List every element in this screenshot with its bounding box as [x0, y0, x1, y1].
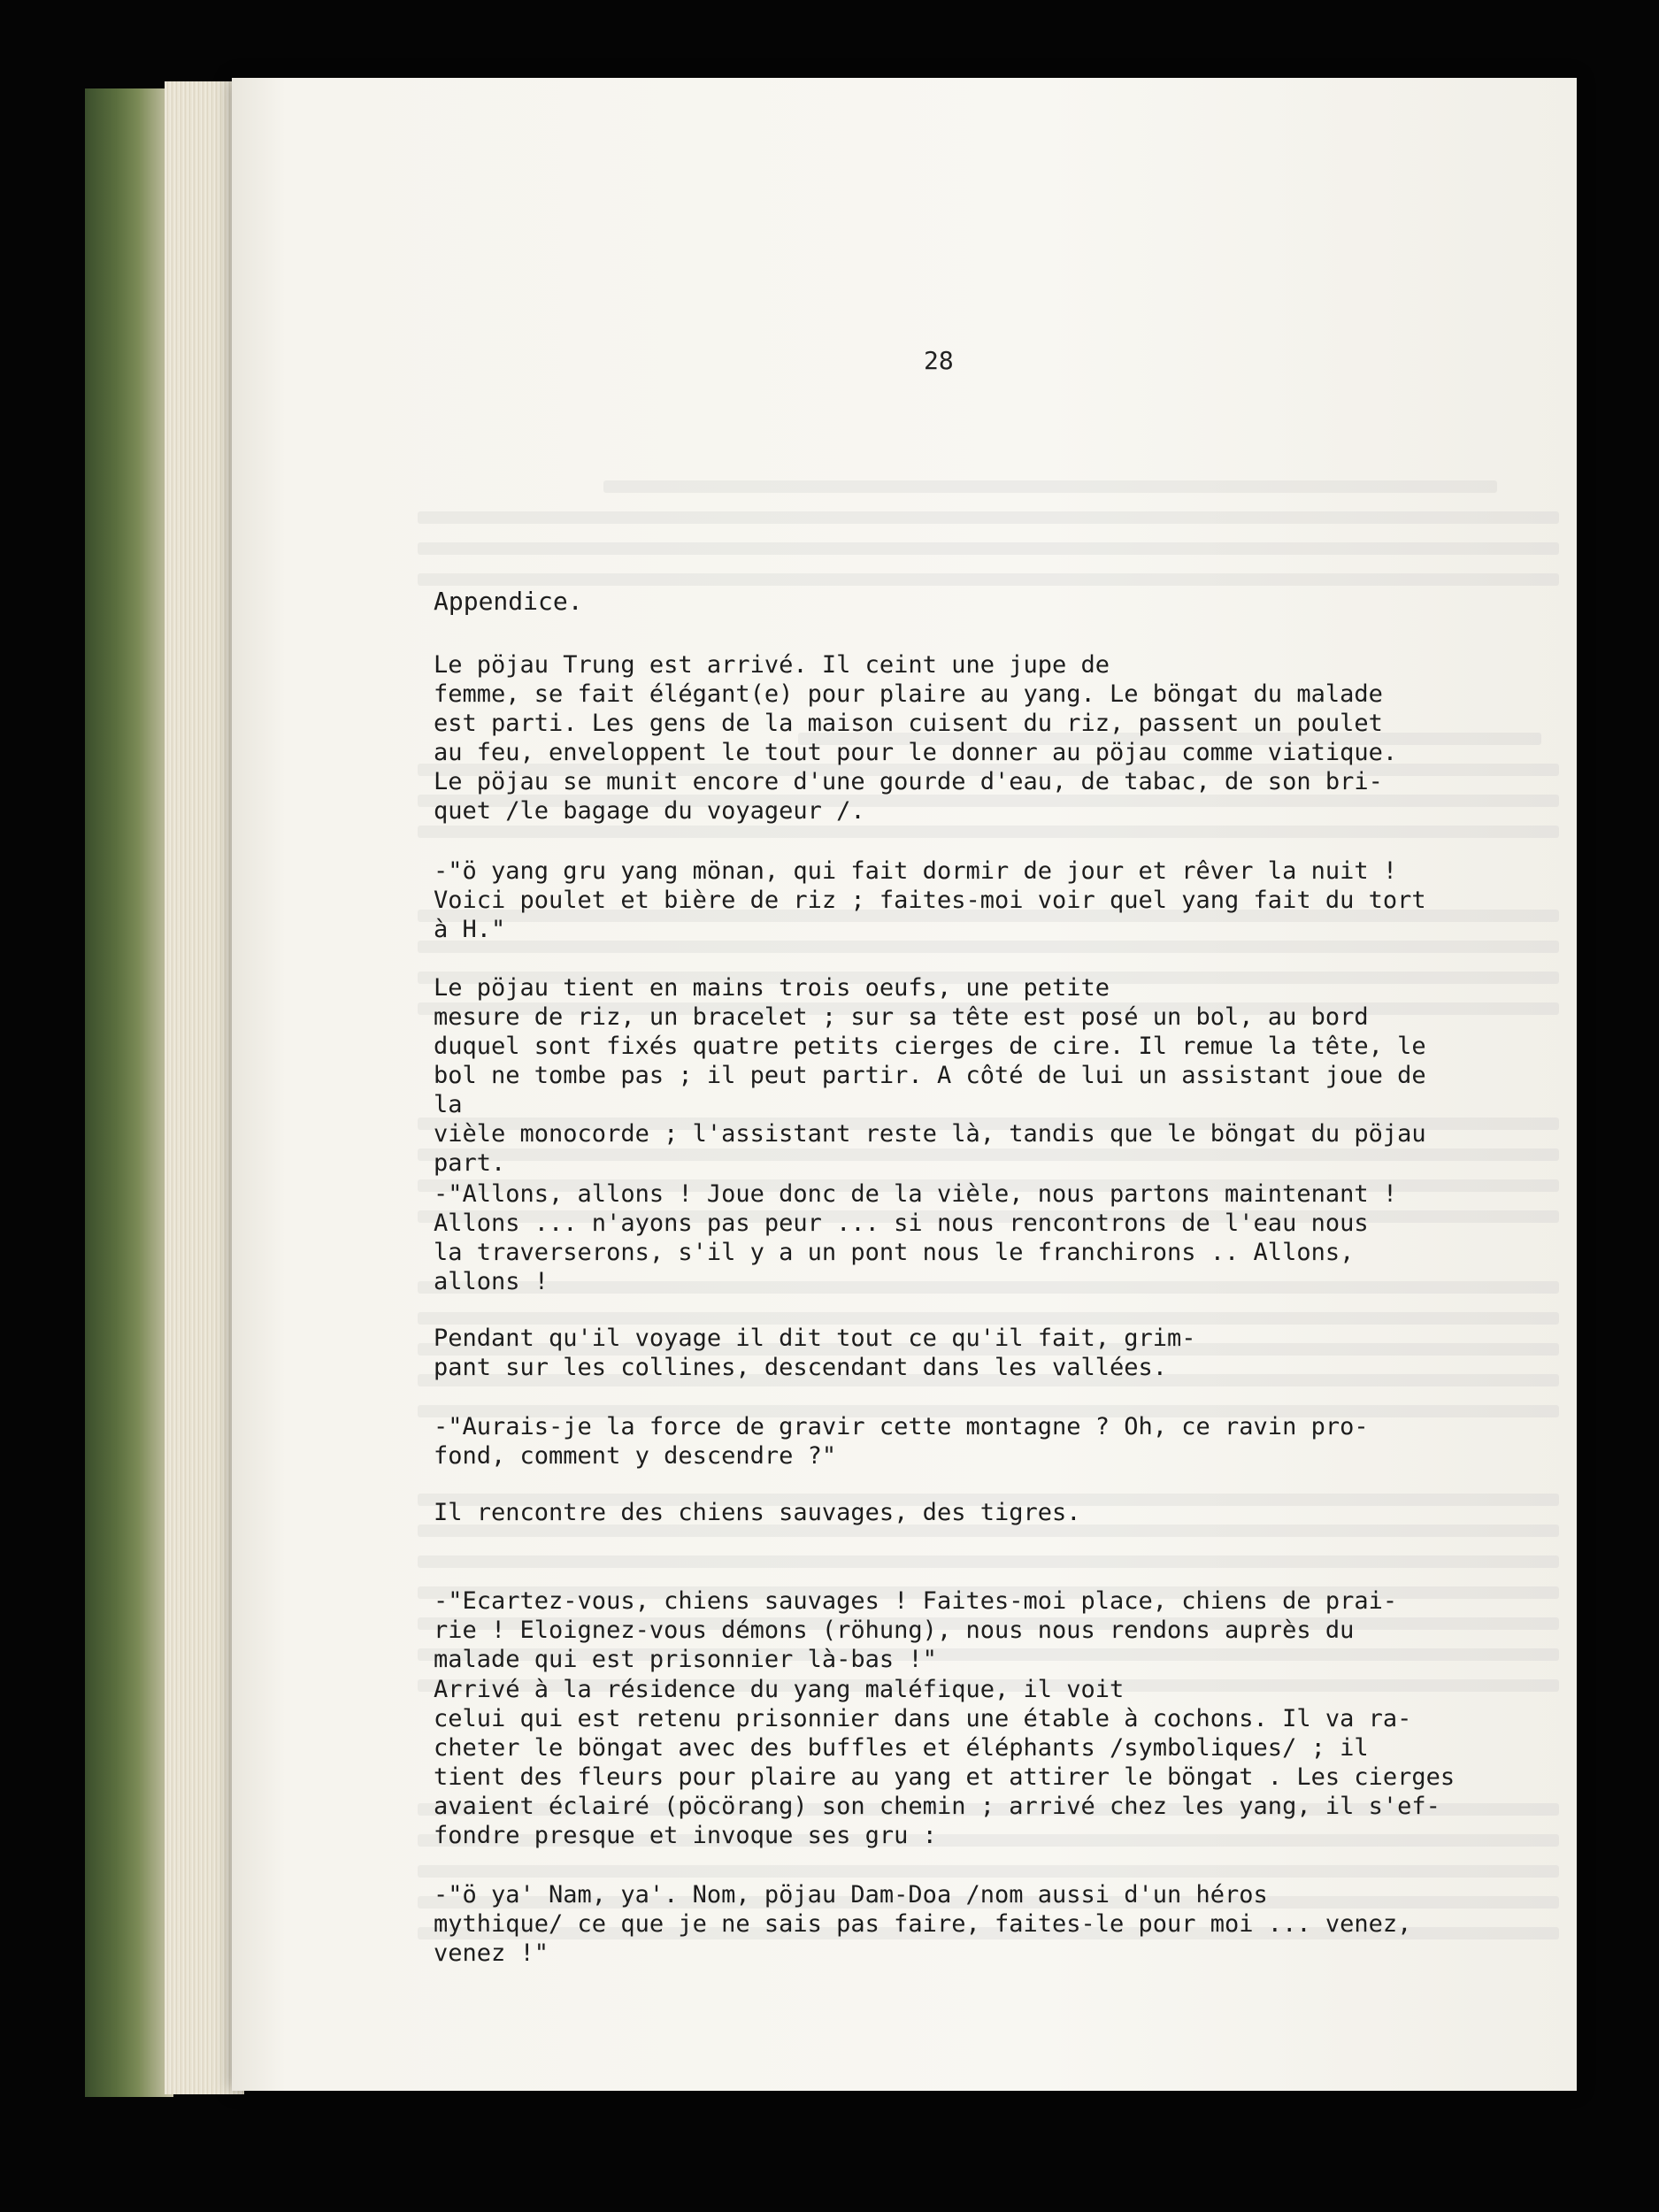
paragraph: Le pöjau tient en mains trois oeufs, une petite mesure de riz, un bracelet ; sur sa tête est posé un bol, au bord duquel sont fixés quatre petits cierges de cire. Il remue la tête, le bol ne tombe pas ; il peut partir. A côté de lui un assistant joue de la vièle monocorde ; l'assistant reste là, tandis que le böngat du pöjau part.: [434, 974, 1426, 1177]
paragraph: Arrivé à la résidence du yang maléfique, il voit celui qui est retenu prisonnier dans une étable à cochons. Il va ra- cheter le böngat avec des buffles et éléphants /symboliques/ ; il tient des fleurs pour plaire au yang et attirer le böngat . Les cierges avaient éclairé (pöcörang) son chemin ; arrivé chez les yang, il s'ef- fondre presque et invoque ses gru :: [434, 1676, 1455, 1849]
paragraph: -"Aurais-je la force de gravir cette montagne ? Oh, ce ravin pro- fond, comment y descendre ?": [434, 1413, 1369, 1470]
paragraph: -"Allons, allons ! Joue donc de la vièle, nous partons maintenant ! Allons ... n'ayons pas peur ... si nous rencontrons de l'eau nous la traverserons, s'il y a un pont nous le franchirons .. Allons, allons !: [434, 1180, 1398, 1295]
paragraph: -"ö ya' Nam, ya'. Nom, pöjau Dam-Doa /nom aussi d'un héros mythique/ ce que je ne sais pas faire, faites-le pour moi ... venez, venez !": [434, 1881, 1412, 1967]
paragraph: Le pöjau Trung est arrivé. Il ceint une jupe de femme, se fait élégant(e) pour plaire au yang. Le böngat du malade est parti. Les gens de la maison cuisent du riz, passent un poulet au feu, enveloppent le tout pour le donner au pöjau comme viatique. Le pöjau se munit encore d'une gourde d'eau, de tabac, de son bri- quet /le bagage du voyageur /.: [434, 651, 1398, 825]
book-spine: [85, 88, 173, 2097]
paragraph: Il rencontre des chiens sauvages, des tigres.: [434, 1499, 1081, 1526]
book-page: [232, 78, 1577, 2091]
paragraph: -"ö yang gru yang mönan, qui fait dormir de jour et rêver la nuit ! Voici poulet et bière de riz ; faites-moi voir quel yang fait du tort à H.": [434, 857, 1426, 943]
paragraph: Pendant qu'il voyage il dit tout ce qu'il fait, grim- pant sur les collines, descendant dans les vallées.: [434, 1325, 1196, 1381]
paragraph: -"Ecartez-vous, chiens sauvages ! Faites-moi place, chiens de prai- rie ! Eloignez-vous démons (röhung), nous nous rendons auprès du malade qui est prisonnier là-bas !": [434, 1587, 1398, 1673]
section-heading: Appendice.: [434, 587, 583, 616]
page-number: 28: [924, 346, 954, 375]
